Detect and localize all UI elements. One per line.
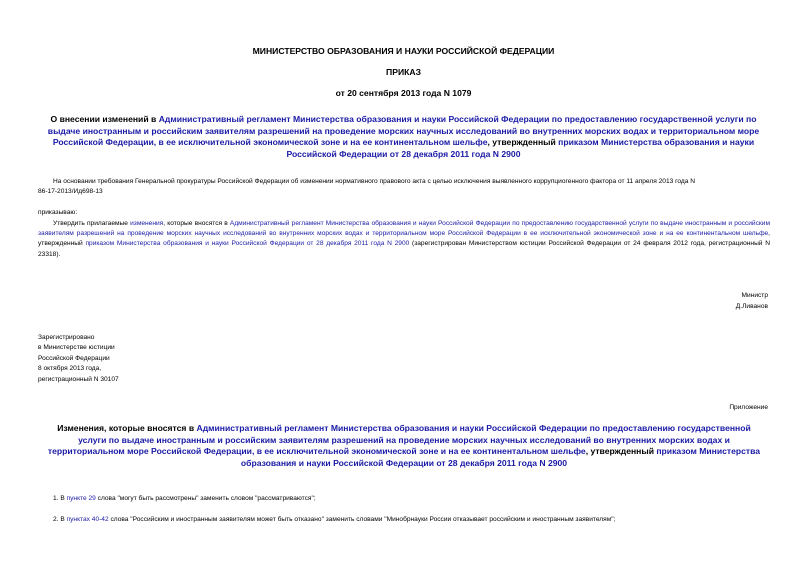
registration-line: Зарегистрировано <box>38 334 95 341</box>
basis-line-2: 86-17-2013/Ид698-13 <box>38 188 103 195</box>
ministry-heading: МИНИСТЕРСТВО ОБРАЗОВАНИЯ И НАУКИ РОССИЙСКОЙ ФЕДЕРАЦИИ <box>252 46 555 56</box>
point-29-link[interactable]: пункте 29 <box>66 495 96 502</box>
order-text-3: , утвержденный <box>38 230 770 248</box>
order-2900-link-body[interactable]: приказом Министерства образования и науки Российской Федерации от 28 декабря 2011 года N 2900 <box>85 240 410 248</box>
points-40-42-link[interactable]: пунктах 40-42 <box>66 516 109 523</box>
item-2-text: слова "Российским и иностранным заявителям может быть отказано" заменить словами "Минобрнауки России отказывает российским и иностранным заявителям"; <box>108 516 616 523</box>
order-label: приказываю: <box>38 209 78 216</box>
regulation-link[interactable]: Административный регламент Министерства образования и науки Российской Федерации по предоставлению государственной услуги по выдаче иностранным и российским заявителям разрешений на проведение морских научных исследований во внутренних морских водах и территориальном море Российской Федерации, в ее исключительной экономической зоне и на ее континентальном шельфе <box>47 114 760 148</box>
change-item-2 <box>53 515 615 525</box>
registration-block <box>38 333 119 385</box>
appendix-label: Приложение <box>729 404 768 411</box>
change-item-1 <box>53 494 316 504</box>
order-text-4: (зарегистрирован Министерством юстиции Российской Федерации от 24 февраля 2012 года, регистрационный N 23318). <box>38 240 771 258</box>
appendix-text-2: , утвержденный <box>585 446 657 457</box>
changes-link[interactable]: изменения <box>130 220 164 227</box>
order-paragraph <box>38 219 770 260</box>
order-title <box>36 114 771 160</box>
appendix-regulation-link[interactable]: Административный регламент Министерства образования и науки Российской Федерации по предоставлению государственной услуги по выдаче иностранным и российским заявителям разрешений на проведение морских научных исследований во внутренних морских водах и территориальном море Российской Федерации, в ее исключительной экономической зоне и на ее континентальном шельфе <box>47 423 751 457</box>
appendix-order-link[interactable]: приказом Министерства образования и науки Российской Федерации от 28 декабря 2011 года N 2900 <box>240 446 761 468</box>
registration-line: Российской Федерации <box>38 354 110 362</box>
basis-line-1: На основании требования Генеральной прокуратуры Российской Федерации об изменении нормативного правового акта с целью исключения выявленного коррупциогенного фактора от 11 апреля 2013 года N <box>53 178 696 185</box>
date-number: от 20 сентября 2013 года N 1079 <box>335 88 472 98</box>
appendix-title <box>44 423 764 469</box>
order-2900-link[interactable]: приказом Министерства образования и науки Российской Федерации от 28 декабря 2011 года N 2900 <box>286 137 755 159</box>
item-2-prefix: 2. В <box>53 516 67 523</box>
order-text-1: Утвердить прилагаемые <box>53 220 131 227</box>
doc-type-heading: ПРИКАЗ <box>386 67 421 77</box>
signature-position: Министр <box>741 292 768 299</box>
appendix-text-1: Изменения, которые вносятся в <box>57 423 197 433</box>
registration-line: регистрационный N 30107 <box>38 375 119 383</box>
order-text-2: , которые вносятся в <box>163 220 230 227</box>
signature-name: Д.Ливанов <box>735 303 768 310</box>
order-regulation-link[interactable]: Административный регламент Министерства образования и науки Российской Федерации по предоставлению государственной услуги по выдаче иностранным и российским заявителям разрешений на проведение морских научных исследований во внутренних морских водах и территориальном море Российской Федерации в ее исключительной экономической зоне и на ее континентальном шельфе <box>38 220 770 238</box>
registration-line: в Министерстве юстиции <box>38 344 115 352</box>
item-1-prefix: 1. В <box>53 495 67 502</box>
title-text-1: О внесении изменений в <box>50 114 159 124</box>
registration-line: 8 октября 2013 года, <box>38 365 102 373</box>
item-1-text: слова "могут быть рассмотрены" заменить словом "рассматриваются"; <box>95 495 316 502</box>
title-text-2: , утвержденный <box>487 137 559 148</box>
